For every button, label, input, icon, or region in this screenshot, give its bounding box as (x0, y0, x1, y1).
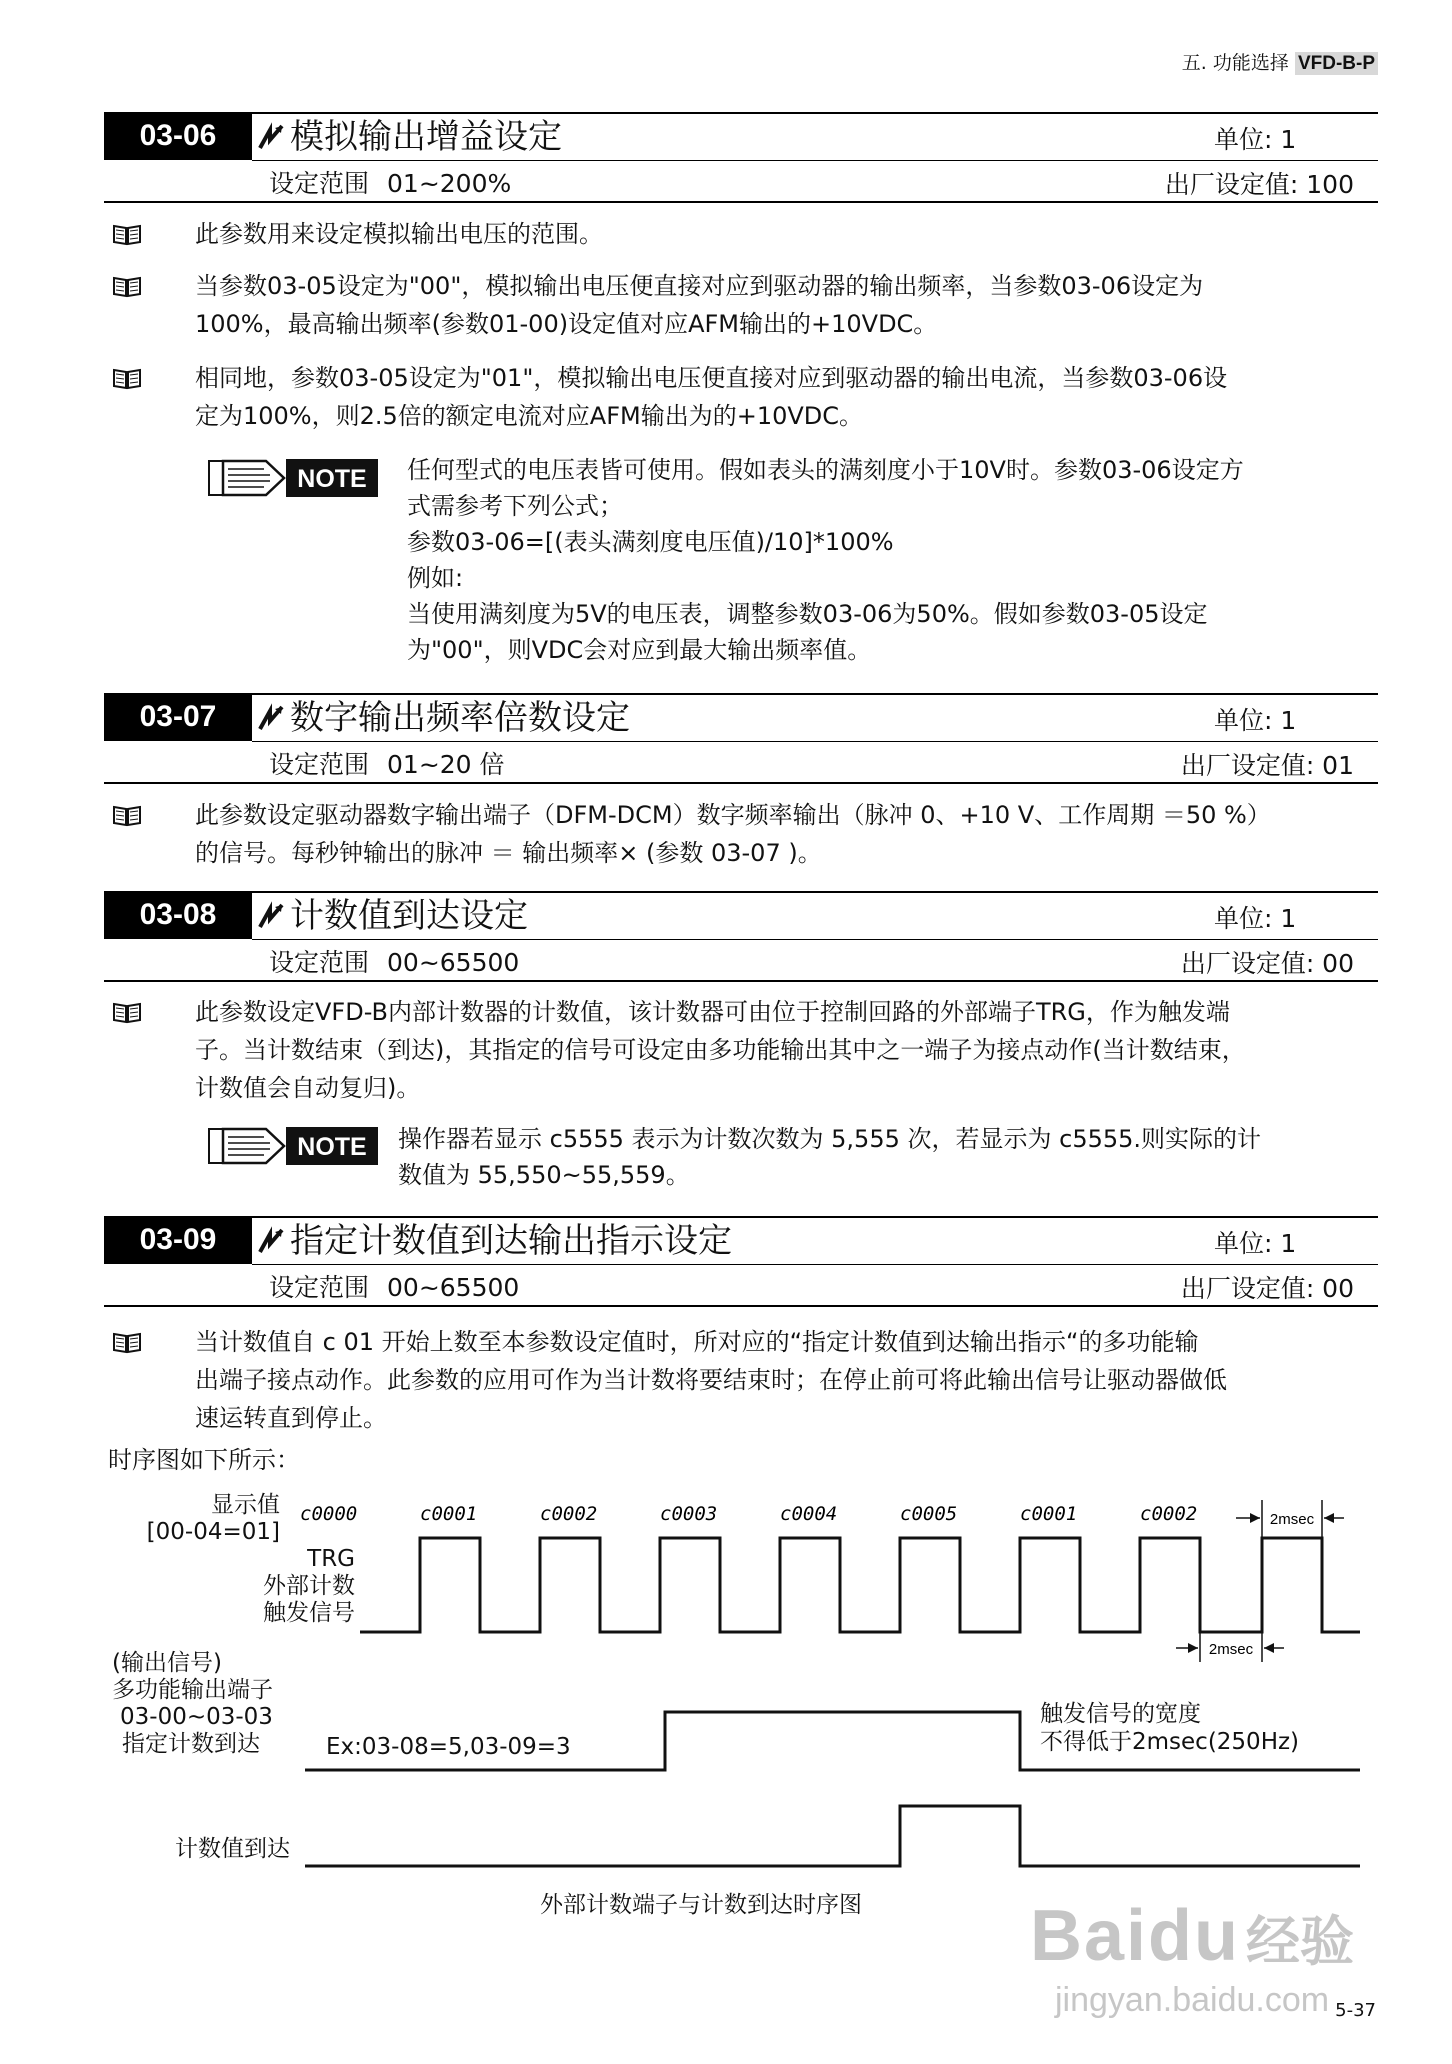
pulse-width-low-text: 2msec (1208, 1641, 1254, 1658)
param-title: 指定计数值到达输出指示设定 (256, 1219, 732, 1263)
display-value: c0005 (900, 1503, 958, 1525)
trg-label: TRG 外部计数 触发信号 (263, 1546, 355, 1626)
param-default: 出厂设定值: 100 (1164, 170, 1354, 199)
param-unit: 单位: 1 (1214, 125, 1297, 154)
note1-text: 任何型式的电压表皆可使用。假如表头的满刻度小于10V时。参数03-06设定方 式需参考下列公式； 参数03-06=[(表头满刻度电压值)/10]*100% 例如: 当使用满刻度为5V的电压表，调整参数03-06为50%。假如参数03-05设定 为"00"，则VDC会对应到最大输出频率值。 (407, 456, 1244, 664)
timing-intro: 时序图如下所示： (108, 1446, 300, 1474)
p0306-3: 相同地，参数03-05设定为"01"，模拟输出电压便直接对应到驱动器的输出电流，当参数03-06设 定为100%，则2.5倍的额定电流对应AFM输出为的+10VDC。 (195, 364, 1228, 430)
param-code: 03-06 (104, 112, 252, 160)
p0308: 此参数设定VFD-B内部计数器的计数值，该计数器可由位于控制回路的外部端子TRG，作为触发端 子。当计数结束（到达)，其指定的信号可设定由多功能输出其中之一端子为接点动作(当计数结束， 计数值会自动复归)。 (195, 998, 1246, 1102)
param-range: 设定范围 01~20 倍 (269, 750, 505, 779)
param-unit: 单位: 1 (1214, 706, 1297, 735)
param-code: 03-07 (104, 693, 252, 741)
param-range: 设定范围 00~65500 (269, 948, 520, 977)
param-title: 数字输出频率倍数设定 (256, 696, 630, 740)
p0306-1: 此参数用来设定模拟输出电压的范围。 (195, 220, 603, 248)
baidu-watermark: Baidu 经验 jingyan.baidu.com (1030, 1896, 1355, 2019)
param-unit: 单位: 1 (1214, 1229, 1297, 1258)
display-value: c0002 (1140, 1503, 1198, 1525)
trg-waveform (360, 1538, 1360, 1632)
display-value: c0002 (540, 1503, 598, 1525)
output-label: (输出信号) 多功能输出端子 03-00~03-03 指定计数到达 (112, 1650, 273, 1757)
display-value: c0000 (300, 1503, 358, 1525)
param-title: 模拟输出增益设定 (256, 115, 562, 159)
example-text: Ex:03-08=5,03-09=3 (326, 1734, 571, 1760)
param-default: 出厂设定值: 00 (1180, 1274, 1354, 1303)
width-note: 触发信号的宽度 不得低于2msec(250Hz) (1040, 1701, 1300, 1755)
diagram-caption: 外部计数端子与计数到达时序图 (540, 1892, 862, 1918)
display-label: 显示值 [00-04=01] (146, 1492, 280, 1545)
param-default: 出厂设定值: 01 (1180, 751, 1354, 780)
note-label: NOTE (297, 465, 367, 493)
p0306-2: 当参数03-05设定为"00"，模拟输出电压便直接对应到驱动器的输出频率，当参数03-06设定为 100%，最高输出频率(参数01-00)设定值对应AFM输出的+10VDC。 (195, 272, 1204, 338)
count-label: 计数值到达 (175, 1836, 290, 1862)
param-code: 03-08 (104, 891, 252, 939)
param-range: 设定范围 00~65500 (269, 1273, 520, 1302)
p0307: 此参数设定驱动器数字输出端子（DFM-DCM）数字频率输出（脉冲 0、+10 V、工作周期 ＝50 %） 的信号。每秒钟输出的脉冲 ＝ 输出频率× (参数 03-07 )。 (195, 801, 1271, 867)
param-code: 03-09 (104, 1216, 252, 1264)
pulse-width-dimension-high (1236, 1500, 1344, 1540)
count-waveform (305, 1806, 1360, 1866)
display-value: c0004 (780, 1503, 838, 1525)
param-title: 计数值到达设定 (256, 894, 528, 938)
page-number: 5-37 (1335, 2000, 1376, 2021)
display-value: c0003 (660, 1503, 718, 1525)
param-range: 设定范围 01~200% (269, 169, 512, 198)
display-value: c0001 (1020, 1503, 1078, 1525)
display-value: c0001 (420, 1503, 478, 1525)
param-default: 出厂设定值: 00 (1180, 949, 1354, 978)
param-unit: 单位: 1 (1214, 904, 1297, 933)
product-name: VFD-B-P (1295, 52, 1378, 75)
section-title: 五. 功能选择 (1181, 52, 1289, 74)
note2-text: 操作器若显示 c5555 表示为计数次数为 5,555 次，若显示为 c5555.则实际的计 数值为 55,550~55,559。 (398, 1125, 1262, 1189)
note-label: NOTE (297, 1133, 367, 1161)
pulse-width-high-text: 2msec (1269, 1511, 1315, 1528)
p0309: 当计数值自 c 01 开始上数至本参数设定值时，所对应的“指定计数值到达输出指示“的多功能输 出端子接点动作。此参数的应用可作为当计数将要结束时；在停止前可将此输出信号让驱动器做低 速运转直到停止。 (195, 1328, 1227, 1432)
